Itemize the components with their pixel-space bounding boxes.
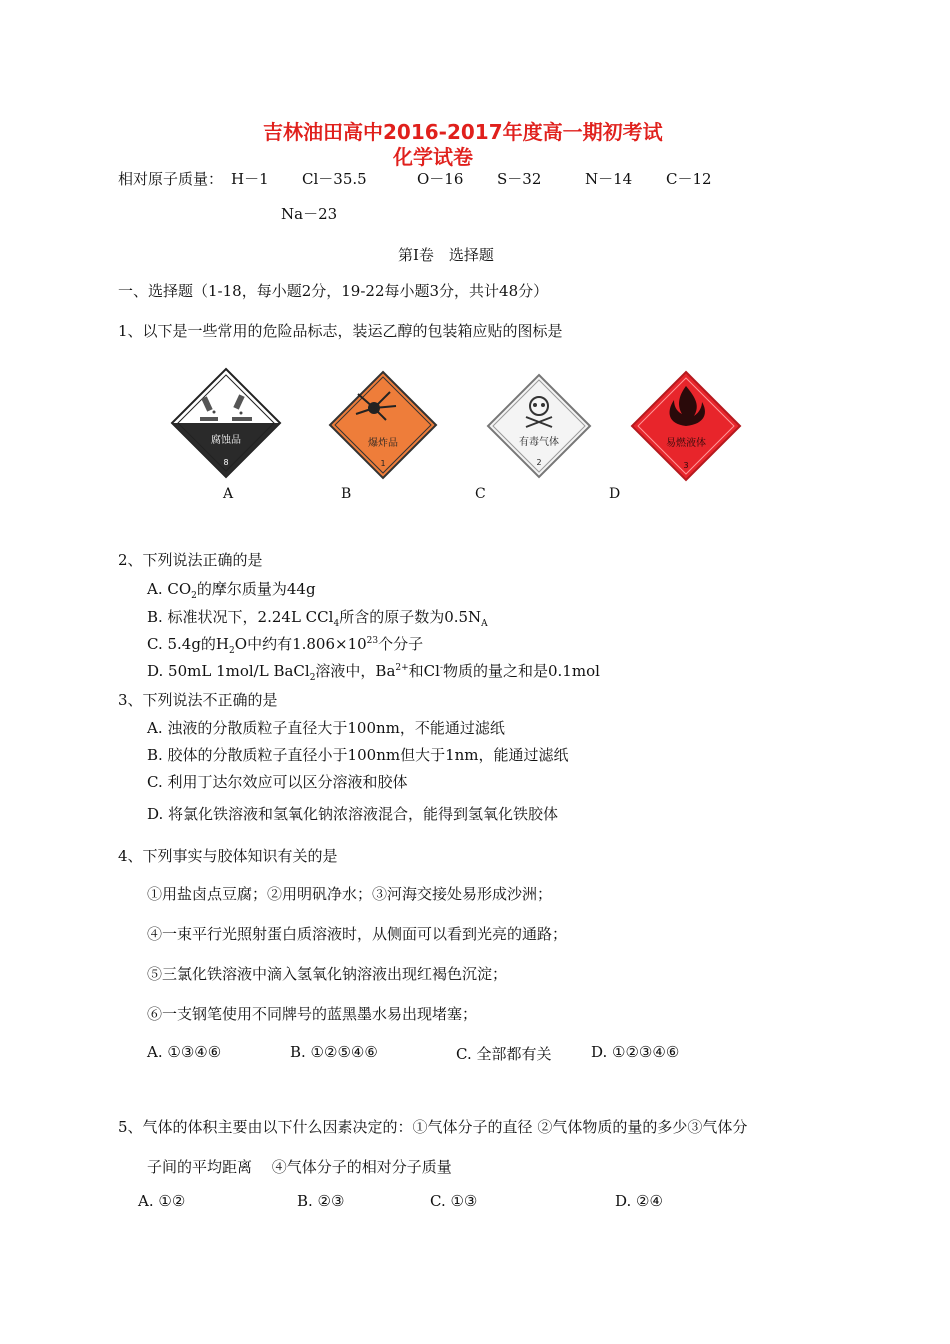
atomic-mass-n: N－14 <box>585 170 633 188</box>
corrosive-sign-number: 8 <box>223 458 229 467</box>
question-5-option-d: D. ②④ <box>615 1192 663 1210</box>
option-d-caption: D <box>609 486 621 502</box>
question-2-option-d: D. 50mL 1mol/L BaCl$_2$溶液中，$Ba^{2+}$和Cl-物质的量之和是0.1mol <box>147 662 600 683</box>
exam-title: 吉林油田高中2016-2017年度高一期初考试 <box>263 120 663 144</box>
question-5-stem-line2: 子间的平均距离 ④气体分子的相对分子质量 <box>147 1158 452 1176</box>
option-c-caption: C <box>475 486 486 502</box>
atomic-mass-na: Na－23 <box>281 205 338 223</box>
question-5-option-b: B. ②③ <box>297 1192 345 1210</box>
question-1-stem: 1、以下是一些常用的危险品标志，装运乙醇的包装箱应贴的图标是 <box>118 322 563 340</box>
corrosive-sign-label: 腐蚀品 <box>211 435 241 446</box>
question-5-option-a: A. ①② <box>138 1192 186 1210</box>
atomic-mass-c: C－12 <box>666 170 712 188</box>
question-3-option-a: A. 浊液的分散质粒子直径大于100nm，不能通过滤纸 <box>147 719 505 737</box>
question-4-option-c: C. 全部都有关 <box>456 1045 552 1063</box>
flammable-liquid-sign <box>630 370 742 482</box>
option-a-caption: A <box>223 486 234 502</box>
option-b-caption: B <box>341 486 352 502</box>
question-5-stem-line1: 5、气体的体积主要由以下什么因素决定的：①气体分子的直径 ②气体物质的量的多少③气体分 <box>118 1118 748 1136</box>
exam-subtitle: 化学试卷 <box>393 145 473 169</box>
question-4-fact-line: ①用盐卤点豆腐；②用明矾净水；③河海交接处易形成沙洲； <box>147 885 553 903</box>
question-2-option-c: C. 5.4g的$H_2O$中约有$1.806\times 10^{23}$个分子 <box>147 635 424 656</box>
atomic-mass-label: 相对原子质量： <box>118 170 224 188</box>
flammable-liquid-sign-label: 易燃液体 <box>666 438 706 449</box>
flammable-liquid-sign-number: 3 <box>683 461 689 470</box>
question-4-fact-line: ④一束平行光照射蛋白质溶液时，从侧面可以看到光亮的通路； <box>147 925 568 943</box>
corrosive-sign <box>170 367 282 479</box>
question-3-stem: 3、下列说法不正确的是 <box>118 691 278 709</box>
question-3-option-b: B. 胶体的分散质粒子直径小于100nm但大于1nm，能通过滤纸 <box>147 746 569 764</box>
question-4-stem: 4、下列事实与胶体知识有关的是 <box>118 847 338 865</box>
question-3-option-d: D. 将氯化铁溶液和氢氧化钠浓溶液混合，能得到氢氧化铁胶体 <box>147 805 559 823</box>
question-2-stem: 2、下列说法正确的是 <box>118 551 263 569</box>
toxic-gas-sign-label: 有毒气体 <box>519 437 559 448</box>
volume-heading: 第Ⅰ卷 选择题 <box>398 246 494 264</box>
question-4-option-a: A. ①③④⑥ <box>147 1043 222 1061</box>
question-5-option-c: C. ①③ <box>430 1192 478 1210</box>
question-4-fact-line: ⑤三氯化铁溶液中滴入氢氧化钠溶液出现红褐色沉淀； <box>147 965 508 983</box>
question-4-fact-line: ⑥一支钢笔使用不同牌号的蓝黑墨水易出现堵塞； <box>147 1005 478 1023</box>
question-4-option-b: B. ①②⑤④⑥ <box>290 1043 378 1061</box>
question-3-option-c: C. 利用丁达尔效应可以区分溶液和胶体 <box>147 773 408 791</box>
atomic-mass-s: S－32 <box>497 170 542 188</box>
question-4-option-d: D. ①②③④⑥ <box>591 1043 680 1061</box>
explosive-sign <box>328 370 438 480</box>
explosive-sign-number: 1 <box>380 459 386 468</box>
question-2-option-b: B. 标准状况下，2.24L CCl$_4$所含的原子数为$0.5N_A$ <box>147 608 488 629</box>
atomic-mass-cl: Cl－35.5 <box>302 170 367 188</box>
toxic-gas-sign <box>486 373 592 479</box>
atomic-mass-o: O－16 <box>417 170 464 188</box>
toxic-gas-sign-number: 2 <box>536 458 542 467</box>
part-heading: 一、选择题（1-18，每小题2分，19-22每小题3分，共计48分） <box>118 282 549 300</box>
explosive-sign-label: 爆炸品 <box>368 438 398 449</box>
question-2-option-a: A. $CO_2$的摩尔质量为44g <box>147 580 316 601</box>
atomic-mass-h: H－1 <box>231 170 269 188</box>
